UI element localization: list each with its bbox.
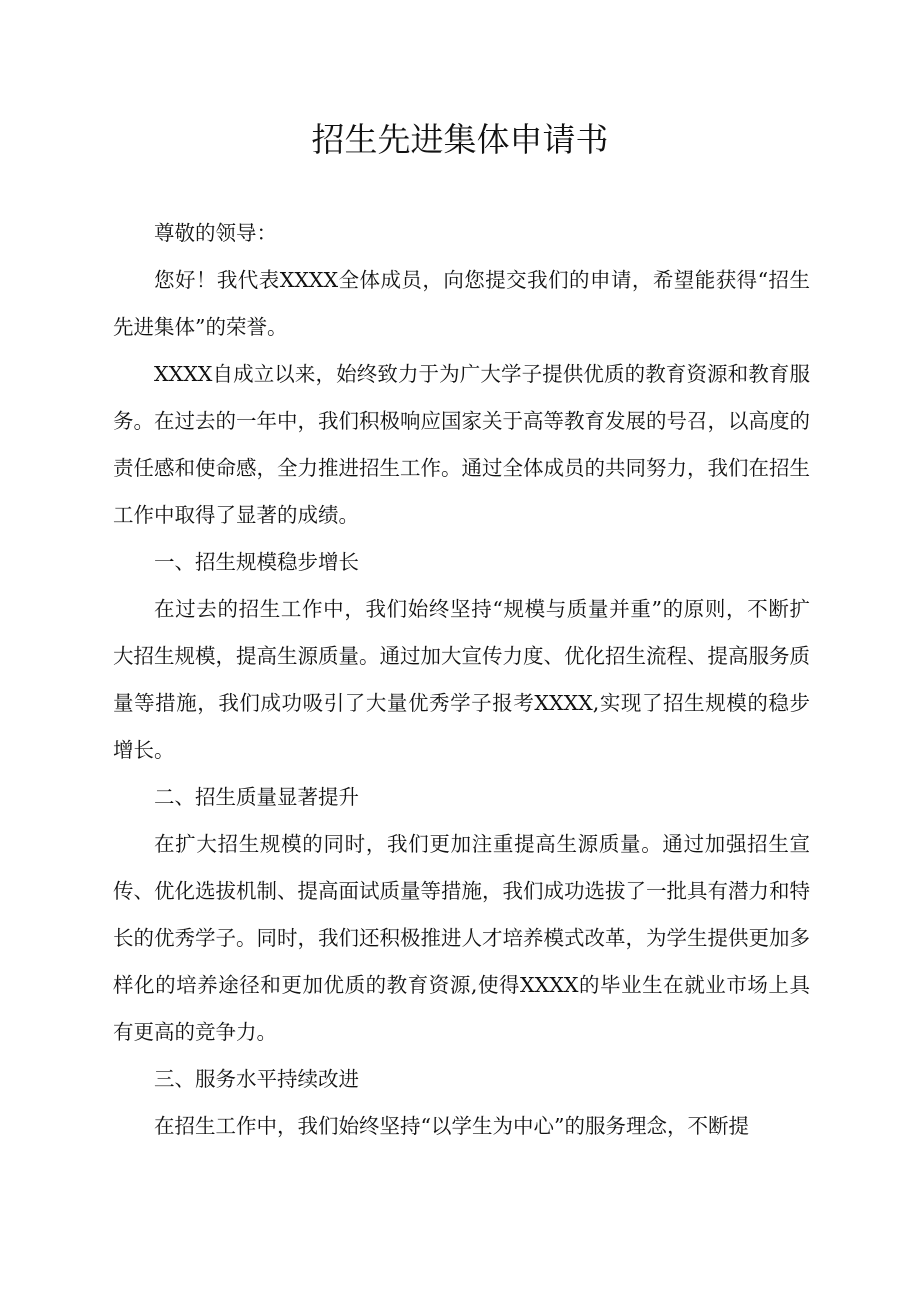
section-heading-1: 一、招生规模稳步增长 [154,550,359,574]
section-paragraph-2: 在扩大招生规模的同时，我们更加注重提高生源质量。通过加强招生宣传、优化选拔机制、提高面试质量等措施，我们成功选拔了一批具有潜力和特长的优秀学子。同时，我们还积极推进人才培养模式改革，为学生提供更加多样化的培养途径和更加优质的教育资源,使得XXXX的毕业生在就业市场上具有更高的竞争力。 [113,832,810,1044]
document-body [113,210,810,1150]
salutation: 尊敬的领导： [154,221,277,245]
document-title: 招生先进集体申请书 [311,120,609,159]
section-heading-3: 三、服务水平持续改进 [154,1067,359,1091]
intro-paragraph: XXXX自成立以来，始终致力于为广大学子提供优质的教育资源和教育服务。在过去的一年中，我们积极响应国家关于高等教育发展的号召，以高度的责任感和使命感，全力推进招生工作。通过全体成员的共同努力，我们在招生工作中取得了显著的成绩。 [113,362,810,527]
greeting-paragraph: 您好！我代表XXXX全体成员，向您提交我们的申请，希望能获得“招生先进集体”的荣誉。 [113,268,810,339]
section-heading-2: 二、招生质量显著提升 [154,785,359,809]
section-paragraph-3: 在招生工作中，我们始终坚持“以学生为中心”的服务理念，不断提 [154,1114,749,1138]
section-paragraph-1: 在过去的招生工作中，我们始终坚持“规模与质量并重”的原则，不断扩大招生规模，提高生源质量。通过加大宣传力度、优化招生流程、提高服务质量等措施，我们成功吸引了大量优秀学子报考XXXX,实现了招生规模的稳步增长。 [113,597,810,762]
